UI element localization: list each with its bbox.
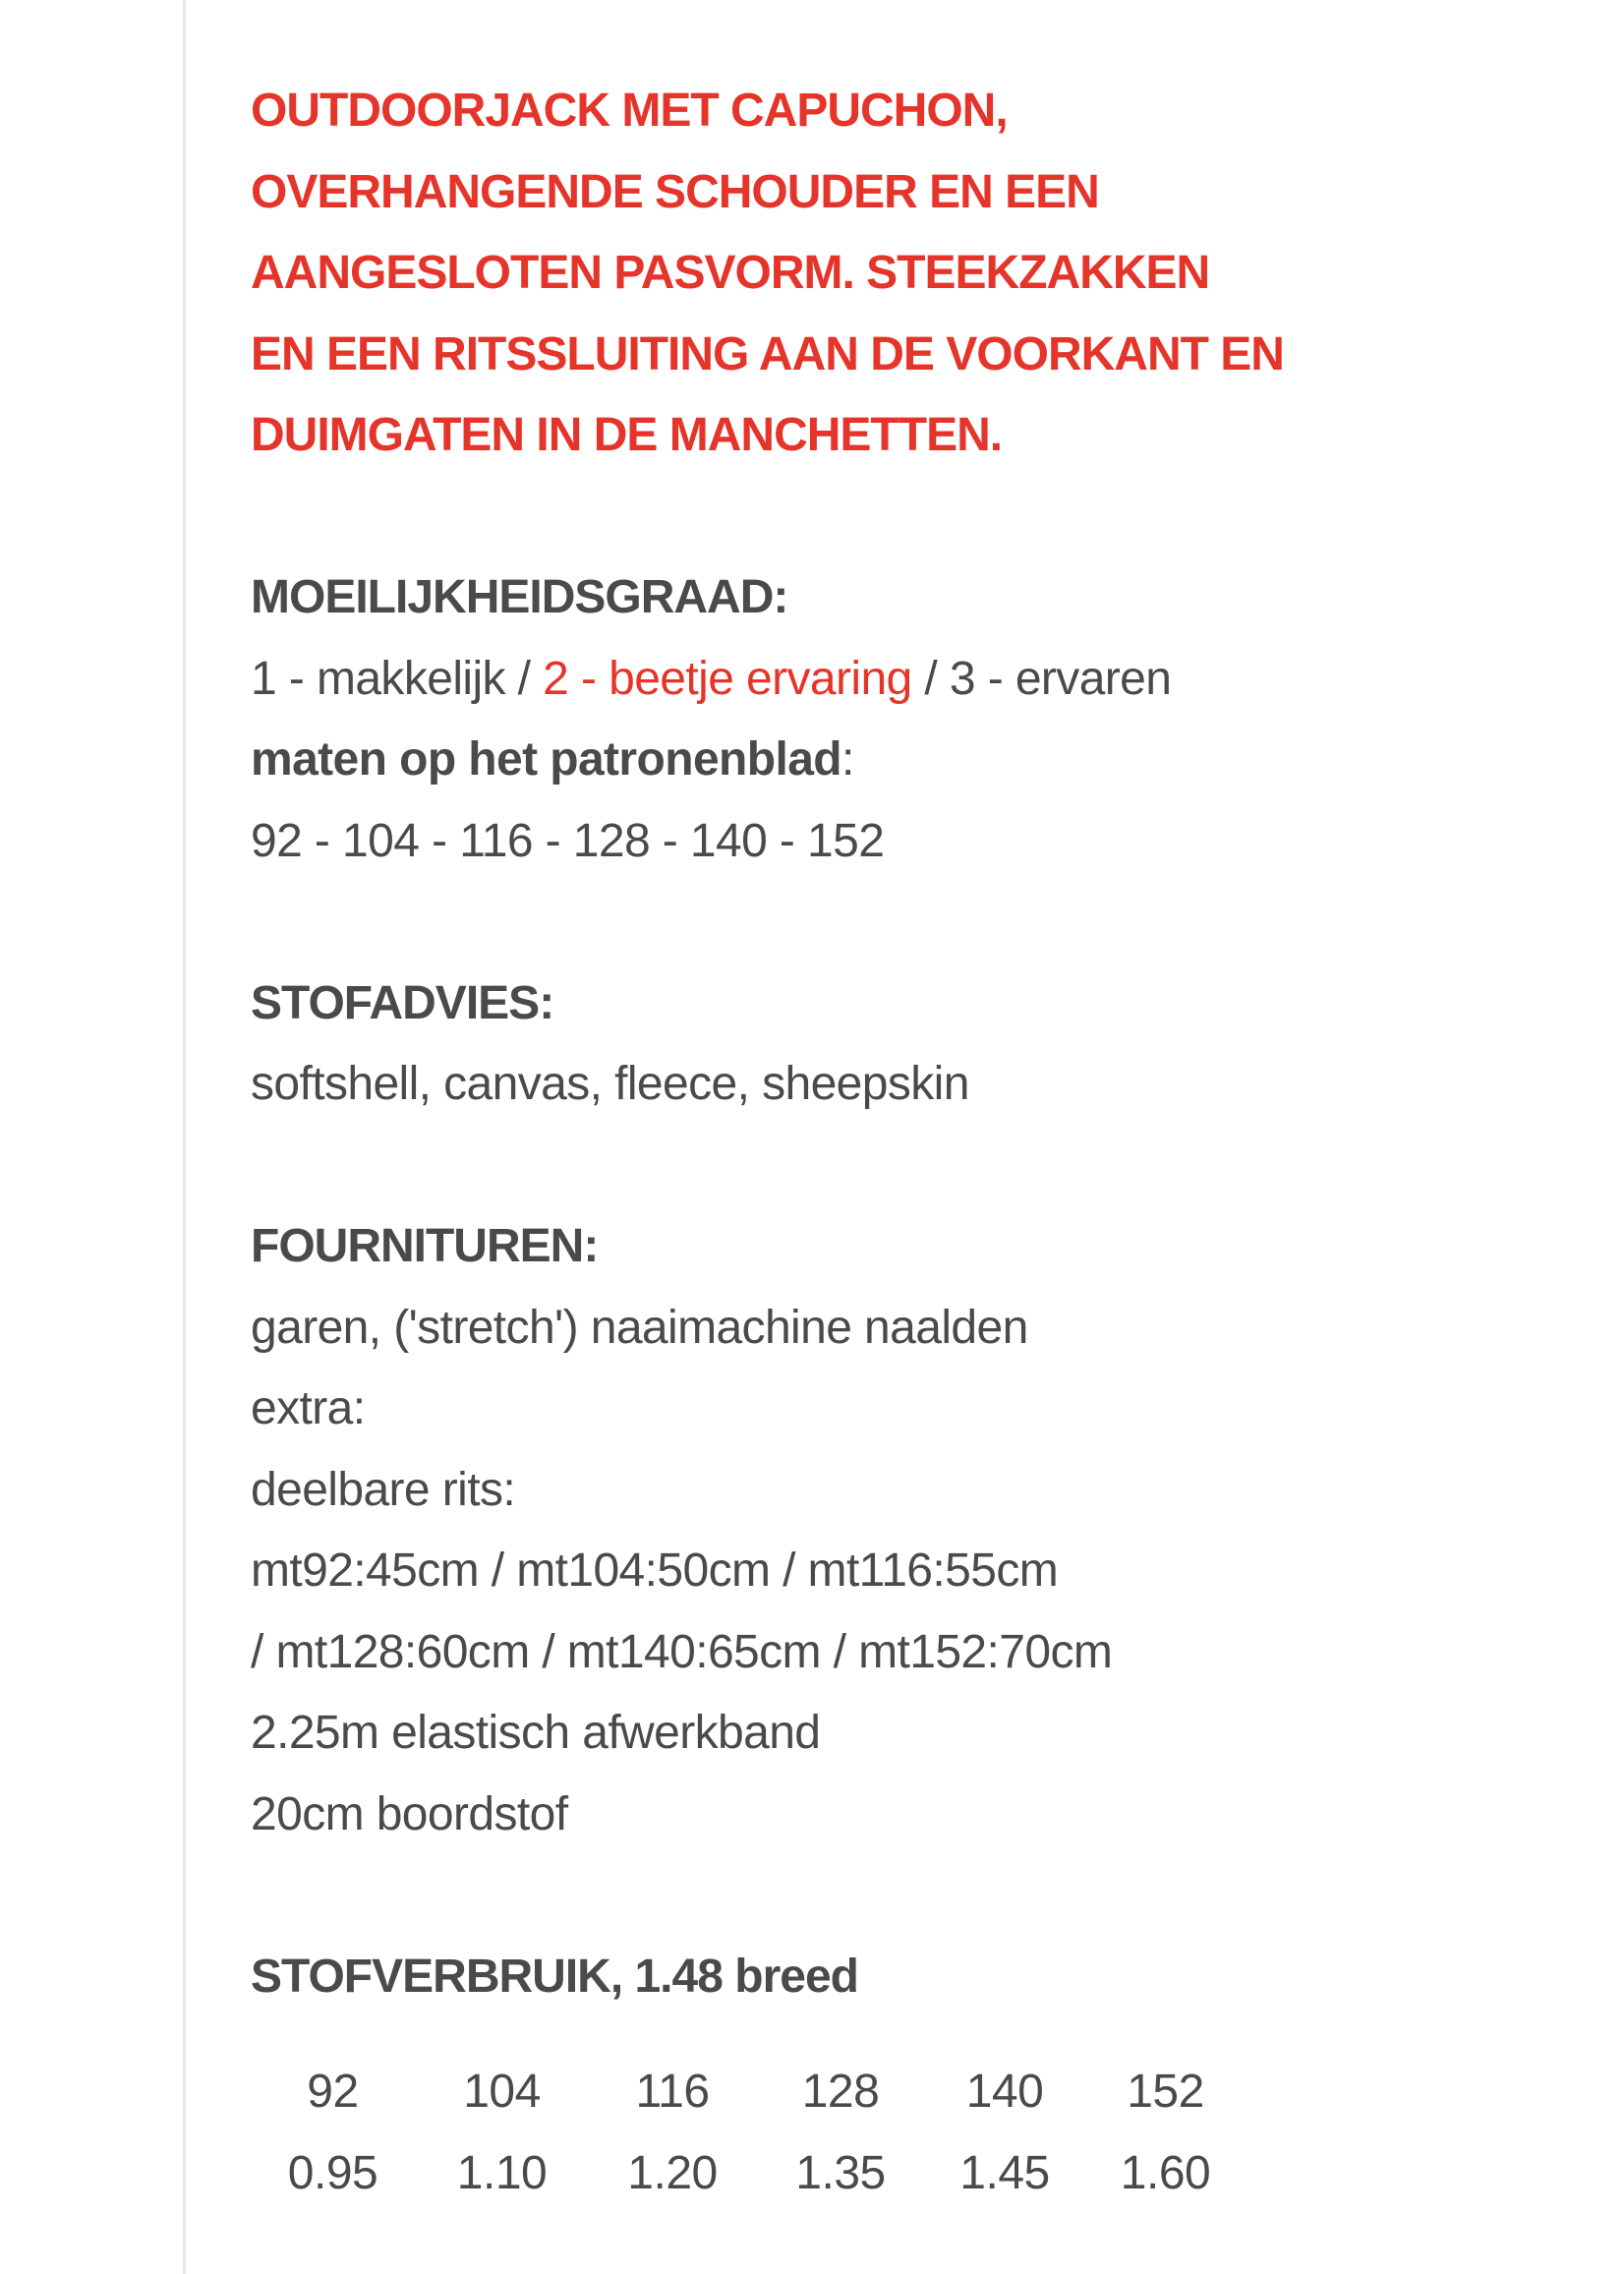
spacer <box>251 1126 1519 1207</box>
spacer <box>251 1855 1519 1937</box>
amount-cell: 1.10 <box>456 2146 548 2199</box>
supplies-line: mt92:45cm / mt104:50cm / mt116:55cm <box>251 1545 1059 1597</box>
amount-cell: 0.95 <box>287 2146 378 2199</box>
difficulty-section <box>251 557 1519 882</box>
amount-cell: 1.45 <box>959 2146 1050 2199</box>
intro-line: DUIMGATEN IN DE MANCHETTEN. <box>251 409 1003 461</box>
fabric-advice-heading: STOFADVIES: <box>251 976 554 1029</box>
supplies-line: deelbare rits: <box>251 1463 516 1516</box>
intro-line: AANGESLOTEN PASVORM. STEEKZAKKEN <box>251 247 1210 299</box>
size-cell: 92 <box>307 2066 359 2118</box>
difficulty-level-1: 1 - makkelijk / <box>251 652 531 705</box>
difficulty-levels <box>251 639 1519 721</box>
spacer <box>251 882 1519 963</box>
supplies-line: garen, ('stretch') naaimachine naalden <box>251 1301 1028 1354</box>
difficulty-heading: MOEILIJKHEIDSGRAAD: <box>251 571 788 623</box>
fabric-usage-heading: STOFVERBRUIK, 1.48 breed <box>251 1950 858 2003</box>
intro-text <box>251 71 1519 477</box>
fabric-advice-text: softshell, canvas, fleece, sheepskin <box>251 1058 969 1110</box>
product-description <box>251 71 1519 2214</box>
amount-cell: 1.60 <box>1120 2146 1211 2199</box>
amount-cell: 1.35 <box>795 2146 886 2199</box>
size-cell: 104 <box>463 2066 541 2118</box>
amount-cell: 1.20 <box>627 2146 718 2199</box>
intro-line: OUTDOORJACK MET CAPUCHON, <box>251 85 1008 137</box>
intro-line: OVERHANGENDE SCHOUDER EN EEN <box>251 165 1099 218</box>
size-cell: 140 <box>965 2066 1044 2118</box>
fabric-usage-section <box>251 1937 1519 2215</box>
spacer <box>251 477 1519 558</box>
sizes-label-line <box>251 720 1519 801</box>
sizes-colon: : <box>841 733 854 786</box>
sizes-label: maten op het patronenblad <box>251 733 842 786</box>
supplies-line: 20cm boordstof <box>251 1787 568 1840</box>
supplies-line: 2.25m elastisch afwerkband <box>251 1707 821 1759</box>
intro-line: EN EEN RITSSLUITING AAN DE VOORKANT EN <box>251 327 1284 380</box>
fabric-usage-table <box>251 2052 1519 2214</box>
supplies-heading: FOURNITUREN: <box>251 1220 599 1272</box>
left-border-rule <box>183 0 186 2274</box>
supplies-line: / mt128:60cm / mt140:65cm / mt152:70cm <box>251 1625 1113 1678</box>
size-cell: 116 <box>635 2066 710 2118</box>
size-cell: 152 <box>1127 2066 1204 2118</box>
fabric-advice-section <box>251 963 1519 1126</box>
supplies-section <box>251 1206 1519 1855</box>
difficulty-level-2: 2 - beetje ervaring <box>543 652 912 705</box>
sizes-values: 92 - 104 - 116 - 128 - 140 - 152 <box>251 814 885 867</box>
difficulty-level-3: / 3 - ervaren <box>924 652 1172 705</box>
supplies-line: extra: <box>251 1382 366 1434</box>
size-cell: 128 <box>801 2066 880 2118</box>
